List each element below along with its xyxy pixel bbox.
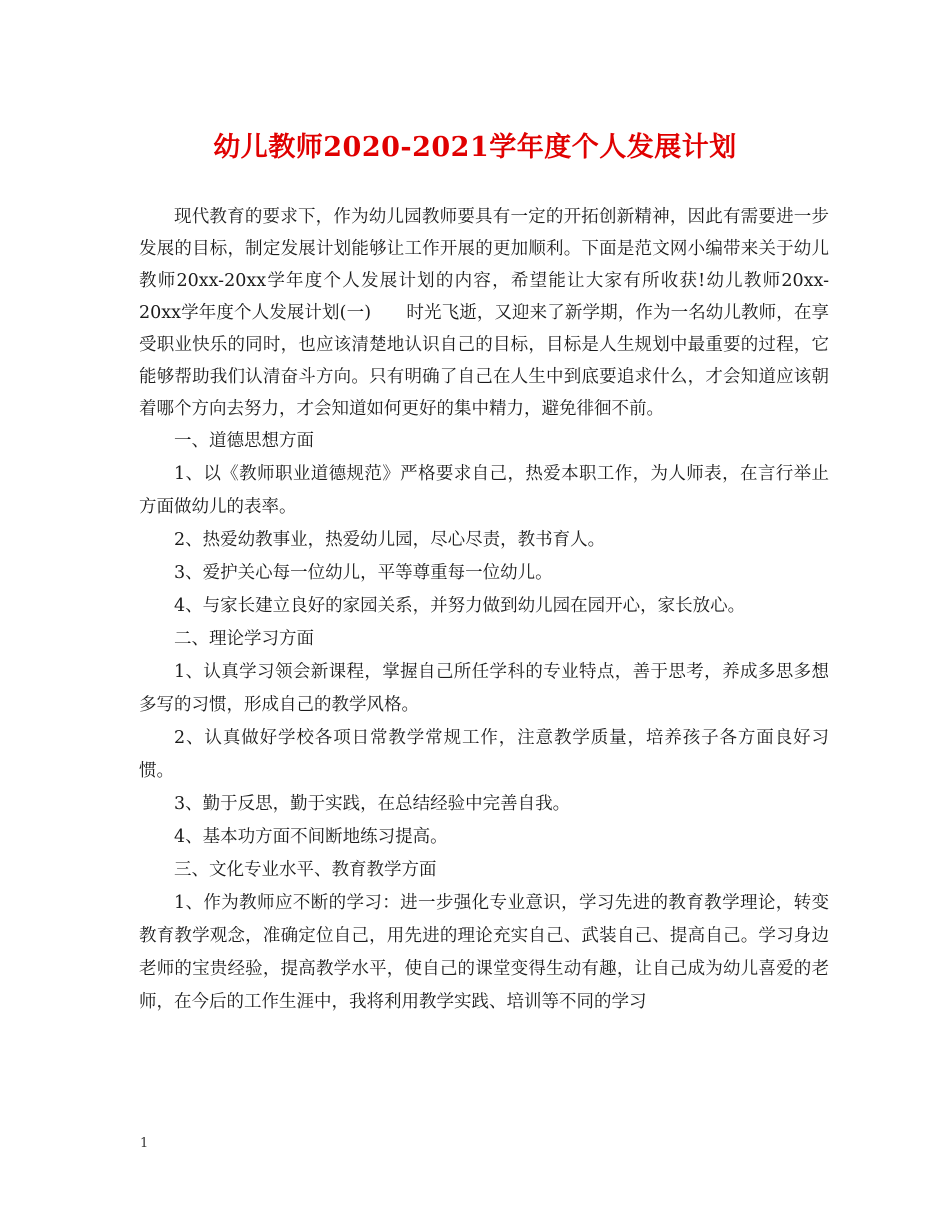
list-item-theory-3: 3、勤于反思，勤于实践，在总结经验中完善自我。 [174,794,571,814]
list-item-theory-1: 1、认真学习领会新课程，掌握自己所任学科的专业特点，善于思考，养成多思多想多写的习惯，形成自己的教学风格。 [139,662,829,715]
document-body [139,201,829,1019]
section-heading-culture: 三、文化专业水平、教育教学方面 [174,860,437,880]
list-item-morality-3: 3、爱护关心每一位幼儿，平等尊重每一位幼儿。 [174,563,553,583]
list-item-morality-1: 1、以《教师职业道德规范》严格要求自己，热爱本职工作，为人师表，在言行举止方面做幼儿的表率。 [139,464,829,517]
list-item-culture-1: 1、作为教师应不断的学习：进一步强化专业意识，学习先进的教育教学理论，转变教育教学观念，准确定位自己，用先进的理论充实自己、武装自己、提高自己。学习身边老师的宝贵经验，提高教学水平，使自己的课堂变得生动有趣，让自己成为幼儿喜爱的老师，在今后的工作生涯中，我将利用教学实践、培训等不同的学习 [139,893,829,1012]
page-number: 1 [140,1136,149,1151]
list-item-theory-4: 4、基本功方面不间断地练习提高。 [174,827,448,847]
section-heading-morality: 一、道德思想方面 [174,431,314,451]
list-item-theory-2: 2、认真做好学校各项日常教学常规工作，注意教学质量，培养孩子各方面良好习惯。 [139,728,829,781]
document-title: 幼儿教师2020-2021学年度个人发展计划 [213,132,737,163]
list-item-morality-2: 2、热爱幼教事业，热爱幼儿园，尽心尽责，教书育人。 [174,530,606,550]
list-item-morality-4: 4、与家长建立良好的家园关系，并努力做到幼儿园在园开心，家长放心。 [174,596,746,616]
paragraph-intro: 现代教育的要求下，作为幼儿园教师要具有一定的开拓创新精神，因此有需要进一步发展的目标，制定发展计划能够让工作开展的更加顺利。下面是范文网小编带来关于幼儿教师20xx-20xx学年度个人发展计划的内容，希望能让大家有所收获!幼儿教师20xx-20xx学年度个人发展计划(一) 时光飞逝，又迎来了新学期，作为一名幼儿教师，在享受职业快乐的同时，也应该清楚地认识自己的目标，目标是人生规划中最重要的过程，它能够帮助我们认清奋斗方向。只有明确了自己在人生中到底要追求什么，才会知道应该朝着哪个方向去努力，才会知道如何更好的集中精力，避免徘徊不前。 [139,207,829,419]
section-heading-theory: 二、理论学习方面 [174,629,314,649]
